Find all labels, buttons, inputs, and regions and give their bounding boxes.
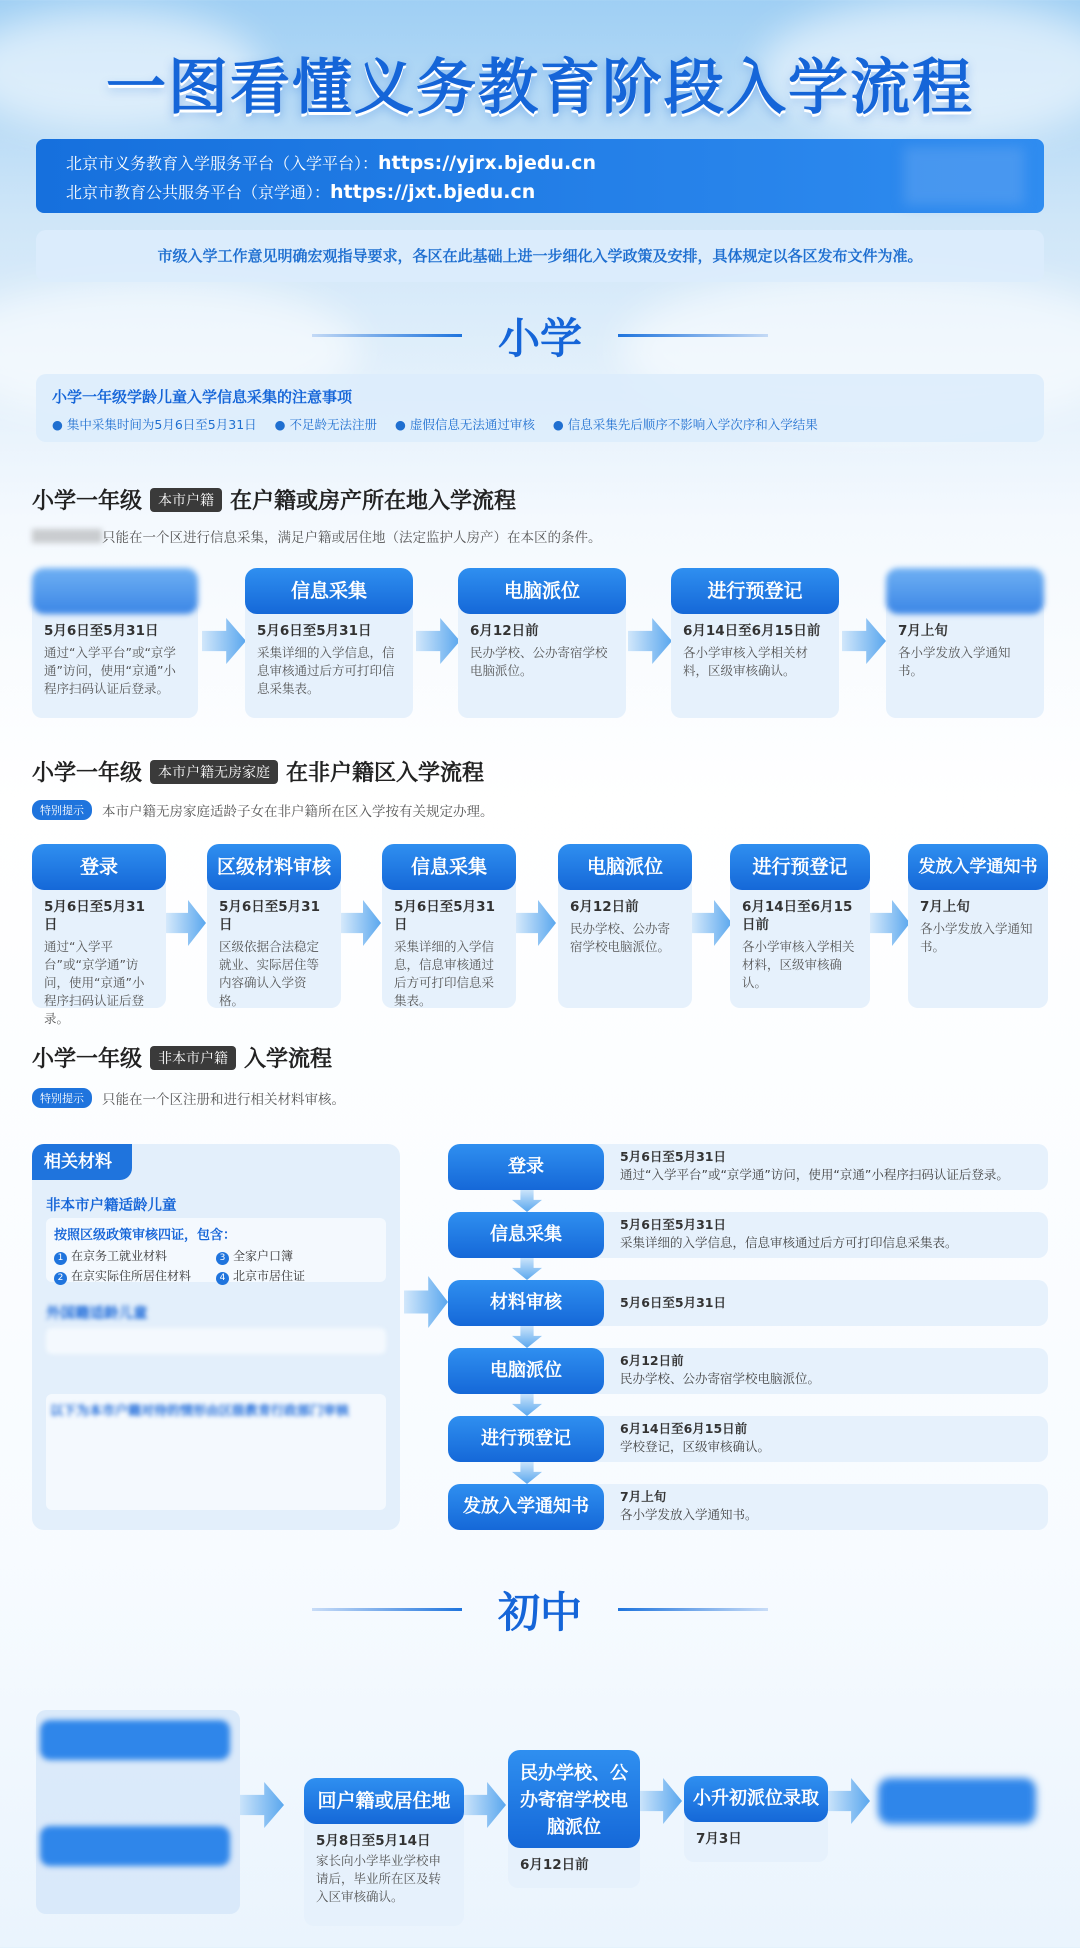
flow1-step xyxy=(458,568,626,718)
special-tip-pill: 特别提示 xyxy=(32,800,92,820)
step-body: 6月12日前 xyxy=(508,1836,640,1888)
step-header: 发放入学通知书 xyxy=(448,1484,604,1530)
step-body: 6月12日前 民办学校、公办寄宿学校电脑派位。 xyxy=(558,876,692,1008)
flow3-title: 小学一年级 非本市户籍 入学流程 xyxy=(32,1047,333,1072)
platform-row: 北京市义务教育入学服务平台（入学平台）：https://yjrx.bjedu.cn xyxy=(66,152,596,174)
flow-arrow-icon xyxy=(692,900,732,946)
down-arrow-icon xyxy=(512,1394,542,1416)
notice-bullet: ● 集中采集时间为5月6日至5月31日 xyxy=(52,417,257,432)
blurred-qr-area xyxy=(904,147,1024,205)
step-body: 7月上旬 各小学发放入学通知书。 xyxy=(588,1484,1048,1530)
blurred-block xyxy=(40,1826,230,1866)
flow1-step xyxy=(671,568,839,718)
materials-group-title: 非本市户籍适龄儿童 xyxy=(46,1198,177,1214)
step-body: 6月12日前 民办学校、公办寄宿学校电脑派位。 xyxy=(458,600,626,718)
step-body: 7月3日 xyxy=(684,1810,828,1862)
flow3-step xyxy=(448,1348,1048,1394)
notice-bullet: ● 信息采集先后顺序不影响入学次序和入学结果 xyxy=(552,417,818,432)
page-title: 一图看懂义务教育阶段入学流程 xyxy=(106,53,974,123)
step-body: 7月上旬 各小学发放入学通知书。 xyxy=(908,876,1048,1008)
flow-arrow-icon xyxy=(842,618,886,664)
materials-list: 按照区级政策审核四证，包含： 1 在京务工就业材料 3 全家户口簿 2 在京实际住所居住材料 4 北京市居住证 xyxy=(46,1218,386,1282)
step-body: 5月6日至5月31日 采集详细的入学信息，信息审核通过后方可打印信息采集表。 xyxy=(382,876,516,1008)
flow3-step xyxy=(448,1280,1048,1326)
blurred-block xyxy=(46,1328,386,1354)
down-arrow-icon xyxy=(512,1326,542,1348)
down-arrow-icon xyxy=(512,1258,542,1280)
step-header: 电脑派位 xyxy=(448,1348,604,1394)
materials-card xyxy=(32,1144,400,1530)
blurred-block xyxy=(40,1720,230,1760)
flow-arrow-icon xyxy=(416,618,460,664)
notice-bullets xyxy=(52,415,1028,433)
step-header: 回户籍或居住地 xyxy=(304,1778,464,1824)
flow2-step xyxy=(382,844,516,1008)
flow1-tag: 本市户籍 xyxy=(150,488,222,512)
step-header: 信息采集 xyxy=(382,844,516,890)
step-body: 5月8日至5月14日 家长向小学毕业学校申请后，毕业所在区及转入区审核确认。 xyxy=(304,1812,464,1926)
flow2-desc: 特别提示 本市户籍无房家庭适龄子女在非户籍所在区入学按有关规定办理。 xyxy=(32,800,494,820)
material-item: 3 全家户口簿 xyxy=(216,1247,378,1265)
step-header: 进行预登记 xyxy=(671,568,839,614)
flow2-step xyxy=(908,844,1048,1008)
flow1-step xyxy=(245,568,413,718)
notice-bullet: ● 虚假信息无法通过审核 xyxy=(395,417,535,432)
step-body: 6月14日至6月15日前 各小学审核入学相关材料，区级审核确认。 xyxy=(730,876,870,1008)
materials-group-3: 以下为本市户籍对待的情形由区级教育行政部门审核 xyxy=(46,1394,386,1510)
notice-bullet: ● 不足龄无法注册 xyxy=(274,417,378,432)
step-header: 民办学校、公办寄宿学校电脑派位 xyxy=(508,1750,640,1848)
middle-left-blurred xyxy=(36,1710,240,1914)
flow2-step xyxy=(207,844,341,1008)
primary-notice-card xyxy=(36,374,1044,442)
platform-url-link[interactable]: https://yjrx.bjedu.cn xyxy=(378,152,596,174)
step-body: 5月6日至5月31日 通过“入学平台”或“京学通”访问，使用“京通”小程序扫码认证后登录。 xyxy=(32,600,198,718)
flow2-title: 小学一年级 本市户籍无房家庭 在非户籍区入学流程 xyxy=(32,761,485,786)
step-header: 发放入学通知书 xyxy=(908,844,1048,890)
platform-url-box xyxy=(36,139,1044,213)
flow1-title: 小学一年级 本市户籍 在户籍或房产所在地入学流程 xyxy=(32,489,517,514)
step-body: 5月6日至5月31日 通过“入学平台”或“京学通”访问，使用“京通”小程序扫码认证后登录。 xyxy=(588,1144,1048,1190)
flow-arrow-icon xyxy=(341,900,381,946)
flow3-desc: 特别提示 只能在一个区注册和进行相关材料审核。 xyxy=(32,1088,345,1108)
step-header-blurred xyxy=(32,568,198,614)
flow2-step xyxy=(558,844,692,1008)
flow3-step xyxy=(448,1212,1048,1258)
step-body: 7月上旬 各小学发放入学通知书。 xyxy=(886,600,1044,718)
material-item: 1 在京务工就业材料 xyxy=(54,1247,216,1265)
flow1-step xyxy=(886,568,1044,718)
step-body: 5月6日至5月31日 采集详细的入学信息，信息审核通过后方可打印信息采集表。 xyxy=(588,1212,1048,1258)
guidance-note: 市级入学工作意见明确宏观指导要求，各区在此基础上进一步细化入学政策及安排，具体规定以各区发布文件为准。 xyxy=(36,230,1044,282)
flow2-tag: 本市户籍无房家庭 xyxy=(150,760,278,784)
notice-title: 小学一年级学龄儿童入学信息采集的注意事项 xyxy=(52,388,353,406)
section-title-primary: 小学 xyxy=(497,314,582,363)
step-header: 进行预登记 xyxy=(448,1416,604,1462)
step-header-blurred xyxy=(886,568,1044,614)
flow3-step xyxy=(448,1144,1048,1190)
down-arrow-icon xyxy=(512,1462,542,1484)
flow3-step xyxy=(448,1416,1048,1462)
middle-step xyxy=(304,1778,464,1926)
middle-step xyxy=(508,1750,640,1888)
blurred-final-step xyxy=(878,1778,1036,1824)
blurred-text xyxy=(32,529,102,543)
flow-arrow-icon xyxy=(640,1778,682,1824)
platform-row: 北京市教育公共服务平台（京学通）：https://jxt.bjedu.cn xyxy=(66,181,536,203)
step-header: 登录 xyxy=(448,1144,604,1190)
down-arrow-icon xyxy=(512,1190,542,1212)
step-body: 5月6日至5月31日 采集详细的入学信息，信息审核通过后方可打印信息采集表。 xyxy=(245,600,413,718)
flow-arrow-icon xyxy=(516,900,556,946)
flow-arrow-icon xyxy=(202,618,246,664)
step-header: 电脑派位 xyxy=(558,844,692,890)
step-body: 5月6日至5月31日 通过“入学平台”或“京学通”访问，使用“京通”小程序扫码认证后登录。 xyxy=(32,876,166,1008)
flow1-step xyxy=(32,568,198,718)
flow-arrow-icon xyxy=(166,900,206,946)
step-body: 6月14日至6月15日前 各小学审核入学相关材料，区级审核确认。 xyxy=(671,600,839,718)
flow2-step xyxy=(32,844,166,1026)
step-header: 信息采集 xyxy=(245,568,413,614)
platform-url-link[interactable]: https://jxt.bjedu.cn xyxy=(330,181,536,203)
special-tip-pill: 特别提示 xyxy=(32,1088,92,1108)
step-header: 信息采集 xyxy=(448,1212,604,1258)
material-item: 4 北京市居住证 xyxy=(216,1267,378,1285)
flow-arrow-icon xyxy=(828,1778,870,1824)
step-body: 6月12日前 民办学校、公办寄宿学校电脑派位。 xyxy=(588,1348,1048,1394)
flow-arrow-icon xyxy=(240,1782,284,1828)
step-header: 进行预登记 xyxy=(730,844,870,890)
step-header: 材料审核 xyxy=(448,1280,604,1326)
step-body: 5月6日至5月31日 区级依据合法稳定就业、实际居住等内容确认入学资格。 xyxy=(207,876,341,1008)
middle-step xyxy=(684,1776,828,1862)
step-header: 小升初派位录取 xyxy=(684,1776,828,1822)
step-header: 登录 xyxy=(32,844,166,890)
flow1-desc: 只能在一个区进行信息采集，满足户籍或居住地（法定监护人房产）在本区的条件。 xyxy=(32,526,602,546)
flow-arrow-icon xyxy=(628,618,672,664)
flow2-step xyxy=(730,844,870,1008)
section-title-middle: 初中 xyxy=(497,1588,582,1637)
flow-arrow-icon xyxy=(464,1782,506,1828)
materials-group-title: 外国籍适龄儿童 xyxy=(46,1306,148,1322)
flow3-step xyxy=(448,1484,1048,1530)
flow-arrow-icon xyxy=(870,900,910,946)
step-body: 5月6日至5月31日 xyxy=(588,1280,1048,1326)
flow-arrow-icon xyxy=(404,1276,448,1328)
materials-header: 相关材料 xyxy=(32,1144,132,1180)
step-header: 区级材料审核 xyxy=(207,844,341,890)
material-item: 2 在京实际住所居住材料 xyxy=(54,1267,216,1285)
step-body: 6月14日至6月15日前 学校登记，区级审核确认。 xyxy=(588,1416,1048,1462)
step-header: 电脑派位 xyxy=(458,568,626,614)
flow3-tag: 非本市户籍 xyxy=(150,1046,236,1070)
